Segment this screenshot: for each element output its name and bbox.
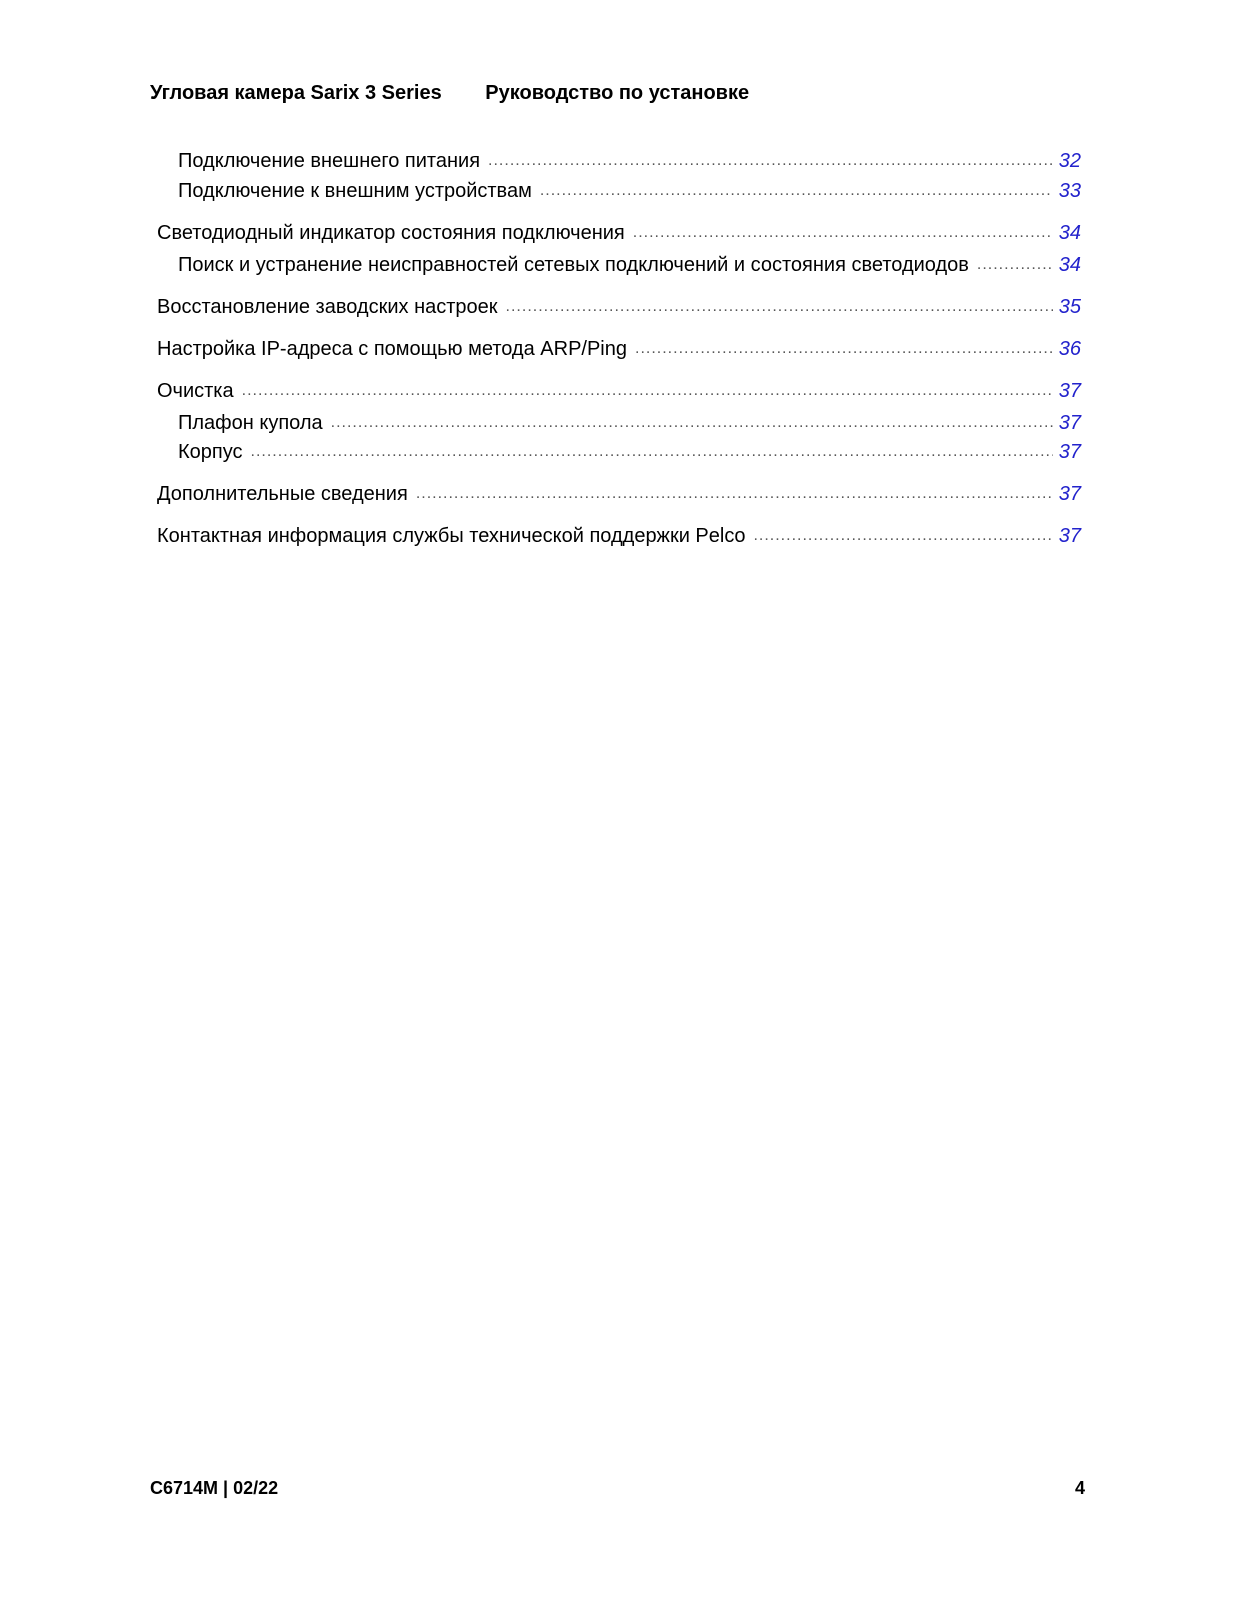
toc-page-link[interactable]: 37 (1058, 380, 1081, 402)
toc-dot-leader (506, 295, 1053, 319)
toc-entry[interactable] (157, 524, 1081, 548)
document-code: C6714M | 02/22 (150, 1478, 279, 1498)
page-number: 4 (1074, 1478, 1085, 1498)
toc-entry[interactable] (157, 337, 1081, 361)
toc-page-link[interactable]: 37 (1058, 412, 1081, 434)
toc-dot-leader (753, 524, 1053, 548)
toc-entry-title: Настройка IP-адреса с помощью метода ARP/Ping (157, 338, 627, 360)
toc-dot-leader (633, 221, 1053, 245)
toc-entry[interactable] (178, 149, 1081, 173)
toc-entry[interactable] (178, 440, 1081, 464)
toc-page-link[interactable]: 37 (1058, 525, 1081, 547)
toc-entry-title: Очистка (157, 380, 234, 402)
toc-entry-title: Подключение внешнего питания (178, 150, 481, 172)
toc-entry[interactable] (178, 411, 1081, 435)
toc-page-link[interactable]: 32 (1058, 150, 1081, 172)
toc-dot-leader (540, 179, 1053, 203)
toc-dot-leader (331, 411, 1053, 435)
toc-dot-leader (635, 337, 1053, 361)
toc-entry-title: Поиск и устранение неисправностей сетевых подключений и состояния светодиодов (178, 254, 969, 276)
toc-dot-leader (488, 149, 1053, 173)
toc-page-link[interactable]: 37 (1058, 441, 1081, 463)
toc-entry-title: Восстановление заводских настроек (157, 296, 498, 318)
toc-dot-leader (416, 482, 1053, 506)
toc-page-link[interactable]: 34 (1058, 254, 1081, 276)
toc-page-link[interactable]: 34 (1058, 222, 1081, 244)
toc-dot-leader (977, 253, 1053, 277)
toc-entry-title: Подключение к внешним устройствам (178, 180, 532, 202)
toc-dot-leader (242, 379, 1053, 403)
toc-entry[interactable] (178, 179, 1081, 203)
toc-entry-title: Дополнительные сведения (157, 483, 408, 505)
toc-dot-leader (251, 440, 1053, 464)
product-title: Угловая камера Sarix 3 Series (150, 82, 442, 104)
toc-page-link[interactable]: 35 (1058, 296, 1081, 318)
toc-entry-title: Контактная информация службы технической поддержки Pelco (157, 525, 746, 547)
toc-entry-title: Плафон купола (178, 412, 323, 434)
toc-entry[interactable] (157, 221, 1081, 245)
document-type: Руководство по установке (485, 82, 750, 104)
toc-page-link[interactable]: 36 (1058, 338, 1081, 360)
toc-entry[interactable] (157, 295, 1081, 319)
toc-entry-title: Светодиодный индикатор состояния подключения (157, 222, 625, 244)
toc-entry[interactable] (178, 253, 1081, 277)
toc-entry[interactable] (157, 482, 1081, 506)
toc-page-link[interactable]: 37 (1058, 483, 1081, 505)
toc-entry[interactable] (157, 379, 1081, 403)
toc-page-link[interactable]: 33 (1058, 180, 1081, 202)
toc-entry-title: Корпус (178, 441, 243, 463)
page-footer (150, 1478, 1085, 1499)
